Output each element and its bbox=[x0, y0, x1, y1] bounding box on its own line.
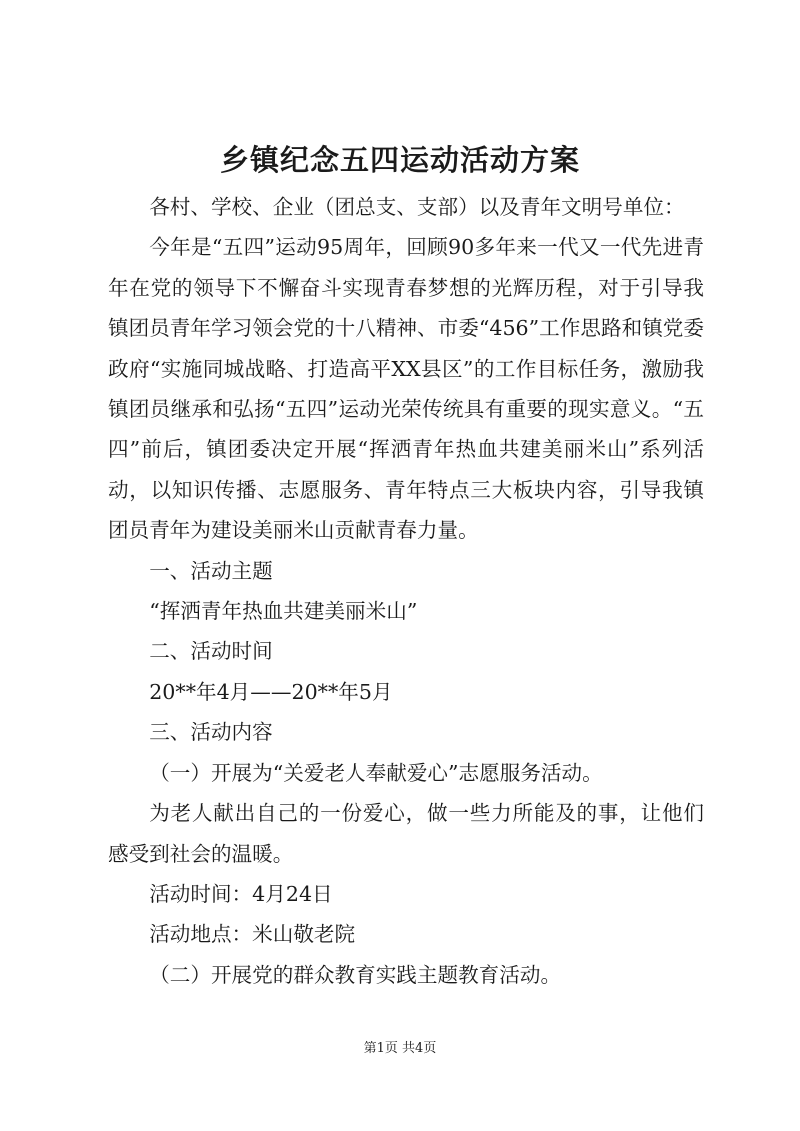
page-footer: 第1页 共4页 bbox=[363, 1041, 437, 1056]
item1-place: 活动地点：米山敬老院 bbox=[149, 922, 356, 947]
document-title: 乡镇纪念五四运动活动方案 bbox=[219, 143, 580, 177]
section3-heading: 三、活动内容 bbox=[149, 720, 273, 745]
item1-description: 为老人献出自己的一份爱心，做一些力所能及的事，让他们感受到社会的温暖。 bbox=[108, 801, 704, 866]
item1-time: 活动时间：4月24日 bbox=[149, 881, 333, 906]
section2-heading: 二、活动时间 bbox=[149, 639, 273, 664]
intro-paragraph: 今年是“五四”运动95周年，回顾90多年来一代又一代先进青年在党的领导下不懈奋斗实现青春梦想的光辉历程，对于引导我镇团员青年学习领会党的十八精神、市委“456”工作思路和镇党委政府“实施同城战略、打造高平XX县区”的工作目标任务，激励我镇团员继承和弘扬“五四”运动光荣传统具有重要的现实意义。“五四”前后，镇团委决定开展“挥洒青年热血共建美丽米山”系列活动，以知识传播、志愿服务、青年特点三大板块内容，引导我镇团员青年为建设美丽米山贡献青春力量。 bbox=[108, 235, 704, 543]
item2-heading: （二）开展党的群众教育实践主题教育活动。 bbox=[149, 962, 562, 987]
section1-content: “挥洒青年热血共建美丽米山” bbox=[149, 599, 418, 624]
item1-heading: （一）开展为“关爱老人奉献爱心”志愿服务活动。 bbox=[149, 760, 603, 785]
section1-heading: 一、活动主题 bbox=[149, 558, 273, 583]
section2-content: 20**年4月——20**年5月 bbox=[149, 679, 393, 704]
salutation: 各村、学校、企业（团总支、支部）以及青年文明号单位： bbox=[149, 195, 685, 219]
document-body bbox=[108, 187, 704, 995]
